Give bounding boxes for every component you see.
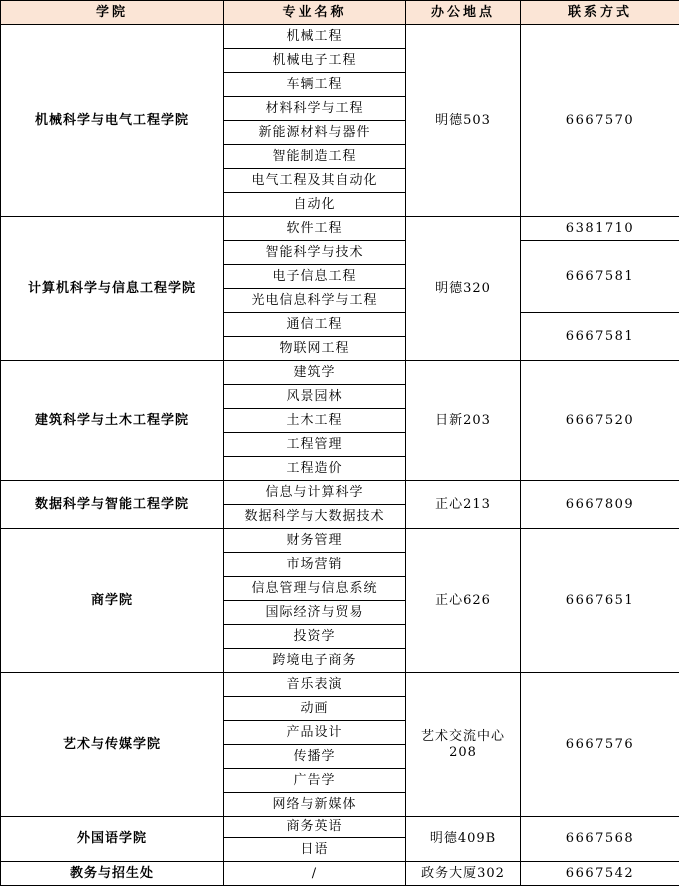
major-name: 自动化 — [224, 193, 406, 217]
college-name: 建筑科学与土木工程学院 — [1, 361, 224, 481]
major-name: 新能源材料与器件 — [224, 121, 406, 145]
major-name: 智能制造工程 — [224, 145, 406, 169]
major-name: 车辆工程 — [224, 73, 406, 97]
header-college: 学院 — [1, 1, 224, 25]
contact-phone: 6667809 — [521, 481, 679, 529]
header-row — [1, 1, 679, 25]
major-name: 软件工程 — [224, 217, 406, 241]
contact-phone: 6381710 — [521, 217, 679, 241]
major-name: 市场营销 — [224, 553, 406, 577]
table-row — [1, 817, 679, 838]
table-row — [1, 481, 679, 505]
major-name: 动画 — [224, 697, 406, 721]
contact-phone: 6667570 — [521, 25, 679, 217]
major-name: 电气工程及其自动化 — [224, 169, 406, 193]
major-name: 建筑学 — [224, 361, 406, 385]
contact-phone: 6667520 — [521, 361, 679, 481]
major-name: 音乐表演 — [224, 673, 406, 697]
college-name: 艺术与传媒学院 — [1, 673, 224, 817]
college-name: 外国语学院 — [1, 817, 224, 862]
major-name: 物联网工程 — [224, 337, 406, 361]
major-name: 商务英语 — [224, 817, 406, 838]
major-name: 跨境电子商务 — [224, 649, 406, 673]
major-name: 工程管理 — [224, 433, 406, 457]
college-name: 商学院 — [1, 529, 224, 673]
office-location — [406, 673, 521, 817]
college-name: 教务与招生处 — [1, 862, 224, 886]
major-name: 广告学 — [224, 769, 406, 793]
table-row — [1, 673, 679, 697]
major-name: 电子信息工程 — [224, 265, 406, 289]
college-name: 机械科学与电气工程学院 — [1, 25, 224, 217]
table-row — [1, 25, 679, 49]
major-name: 传播学 — [224, 745, 406, 769]
table-row — [1, 529, 679, 553]
office-location: 政务大厦302 — [406, 862, 521, 886]
office-line: 208 — [406, 745, 520, 761]
contact-phone: 6667581 — [521, 313, 679, 361]
office-location: 明德320 — [406, 217, 521, 361]
major-name: 通信工程 — [224, 313, 406, 337]
major-name: 网络与新媒体 — [224, 793, 406, 817]
major-name: 风景园林 — [224, 385, 406, 409]
major-name: 机械工程 — [224, 25, 406, 49]
contact-phone: 6667651 — [521, 529, 679, 673]
major-name: 投资学 — [224, 625, 406, 649]
header-major: 专业名称 — [224, 1, 406, 25]
major-name: 国际经济与贸易 — [224, 601, 406, 625]
table-row — [1, 217, 679, 241]
contact-phone: 6667542 — [521, 862, 679, 886]
college-name: 计算机科学与信息工程学院 — [1, 217, 224, 361]
table-row — [1, 862, 679, 886]
office-location: 正心213 — [406, 481, 521, 529]
major-name: 材料科学与工程 — [224, 97, 406, 121]
major-name: 土木工程 — [224, 409, 406, 433]
office-line: 艺术交流中心 — [406, 729, 520, 745]
major-name: 信息与计算科学 — [224, 481, 406, 505]
office-location: 正心626 — [406, 529, 521, 673]
major-name: 工程造价 — [224, 457, 406, 481]
major-name: / — [224, 862, 406, 886]
major-name: 光电信息科学与工程 — [224, 289, 406, 313]
major-name: 日语 — [224, 838, 406, 862]
contact-phone: 6667576 — [521, 673, 679, 817]
major-name: 智能科学与技术 — [224, 241, 406, 265]
contact-phone: 6667568 — [521, 817, 679, 862]
major-name: 财务管理 — [224, 529, 406, 553]
header-office: 办公地点 — [406, 1, 521, 25]
office-location: 明德503 — [406, 25, 521, 217]
office-location: 明德409B — [406, 817, 521, 862]
major-name: 产品设计 — [224, 721, 406, 745]
office-location: 日新203 — [406, 361, 521, 481]
major-name: 机械电子工程 — [224, 49, 406, 73]
table-row — [1, 361, 679, 385]
major-name: 信息管理与信息系统 — [224, 577, 406, 601]
major-name: 数据科学与大数据技术 — [224, 505, 406, 529]
header-contact: 联系方式 — [521, 1, 679, 25]
college-name: 数据科学与智能工程学院 — [1, 481, 224, 529]
contact-phone: 6667581 — [521, 241, 679, 313]
